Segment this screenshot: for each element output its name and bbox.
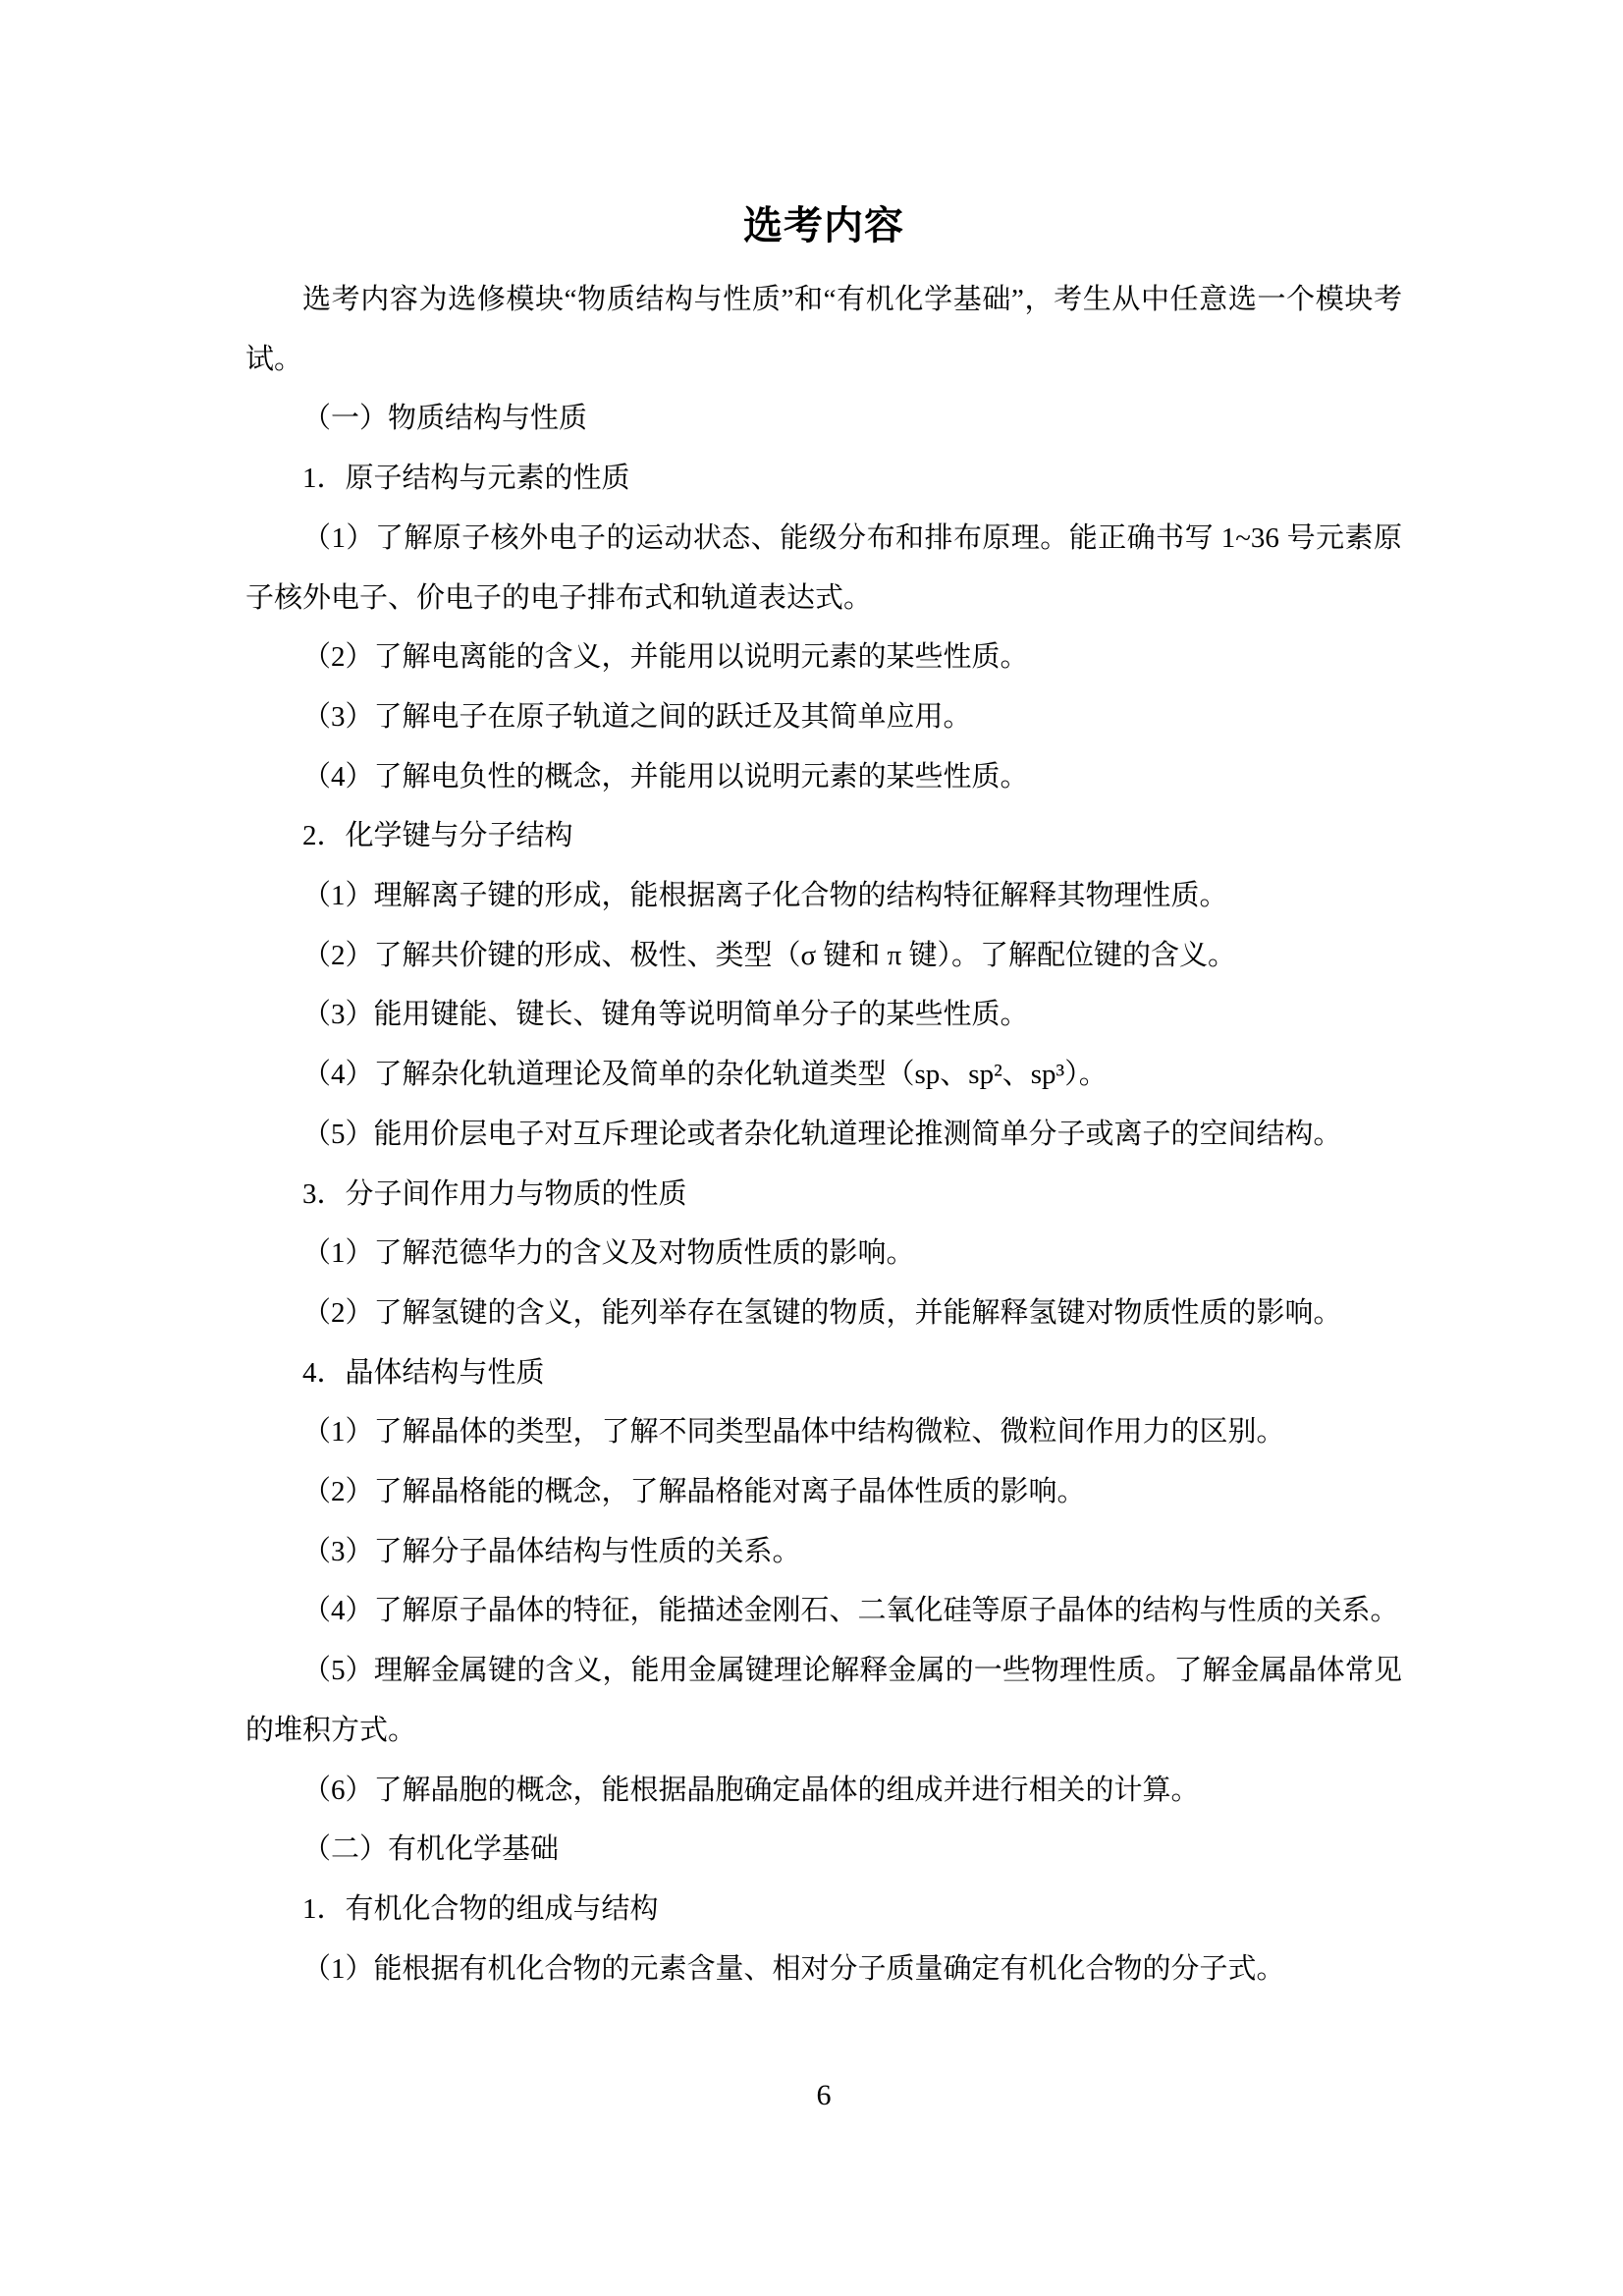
list-item: （6）了解晶胞的概念，能根据晶胞确定晶体的组成并进行相关的计算。 xyxy=(302,1774,1200,1806)
list-item: （4）了解原子晶体的特征，能描述金刚石、二氧化硅等原子晶体的结构与性质的关系。 xyxy=(302,1595,1399,1627)
list-item: （1）了解原子核外电子的运动状态、能级分布和排布原理。能正确书写 1~36 号元素原子核外电子、价电子的电子排布式和轨道表达式。 xyxy=(245,521,1402,614)
list-item: （1）理解离子键的形成，能根据离子化合物的结构特征解释其物理性质。 xyxy=(302,880,1228,912)
list-item: （1）了解晶体的类型，了解不同类型晶体中结构微粒、微粒间作用力的区别。 xyxy=(302,1416,1285,1449)
list-item: （3）了解分子晶体结构与性质的关系。 xyxy=(302,1535,801,1567)
list-item: （3）了解电子在原子轨道之间的跃迁及其简单应用。 xyxy=(302,700,972,733)
page-number: 6 xyxy=(816,2079,832,2111)
list-item: （5）理解金属键的含义，能用金属键理论解释金属的一些物理性质。了解金属晶体常见的堆积方式。 xyxy=(245,1655,1402,1746)
list-item: （2）了解晶格能的概念，了解晶格能对离子晶体性质的影响。 xyxy=(302,1476,1086,1508)
subsection-heading: 1．有机化合物的组成与结构 xyxy=(302,1892,659,1925)
list-item: （5）能用价层电子对互斥理论或者杂化轨道理论推测简单分子或离子的空间结构。 xyxy=(302,1118,1342,1150)
subsection-heading: 3．分子间作用力与物质的性质 xyxy=(302,1177,687,1210)
section-heading-2: （二）有机化学基础 xyxy=(302,1833,560,1866)
list-item: （4）了解电负性的概念，并能用以说明元素的某些性质。 xyxy=(302,760,1029,793)
list-item: （2）了解共价键的形成、极性、类型（σ 键和 π 键）。了解配位键的含义。 xyxy=(302,939,1237,971)
list-item: （1）了解范德华力的含义及对物质性质的影响。 xyxy=(302,1237,915,1270)
document-body xyxy=(245,270,1402,1998)
list-item: （1）能根据有机化合物的元素含量、相对分子质量确定有机化合物的分子式。 xyxy=(302,1952,1285,1985)
section-heading-1: （一）物质结构与性质 xyxy=(302,403,588,435)
subsection-heading: 4．晶体结构与性质 xyxy=(302,1356,545,1389)
page-title: 选考内容 xyxy=(743,204,904,247)
subsection-heading: 2．化学键与分子结构 xyxy=(302,820,573,852)
list-item: （4）了解杂化轨道理论及简单的杂化轨道类型（sp、sp²、sp³）。 xyxy=(302,1059,1108,1091)
subsection-heading: 1．原子结构与元素的性质 xyxy=(302,463,630,495)
list-item: （3）能用键能、键长、键角等说明简单分子的某些性质。 xyxy=(302,999,1029,1031)
list-item: （2）了解电离能的含义，并能用以说明元素的某些性质。 xyxy=(302,641,1029,674)
list-item: （2）了解氢键的含义，能列举存在氢键的物质，并能解释氢键对物质性质的影响。 xyxy=(302,1296,1342,1329)
paragraph-intro: 选考内容为选修模块“物质结构与性质”和“有机化学基础”，考生从中任意选一个模块考试。 xyxy=(245,284,1402,375)
